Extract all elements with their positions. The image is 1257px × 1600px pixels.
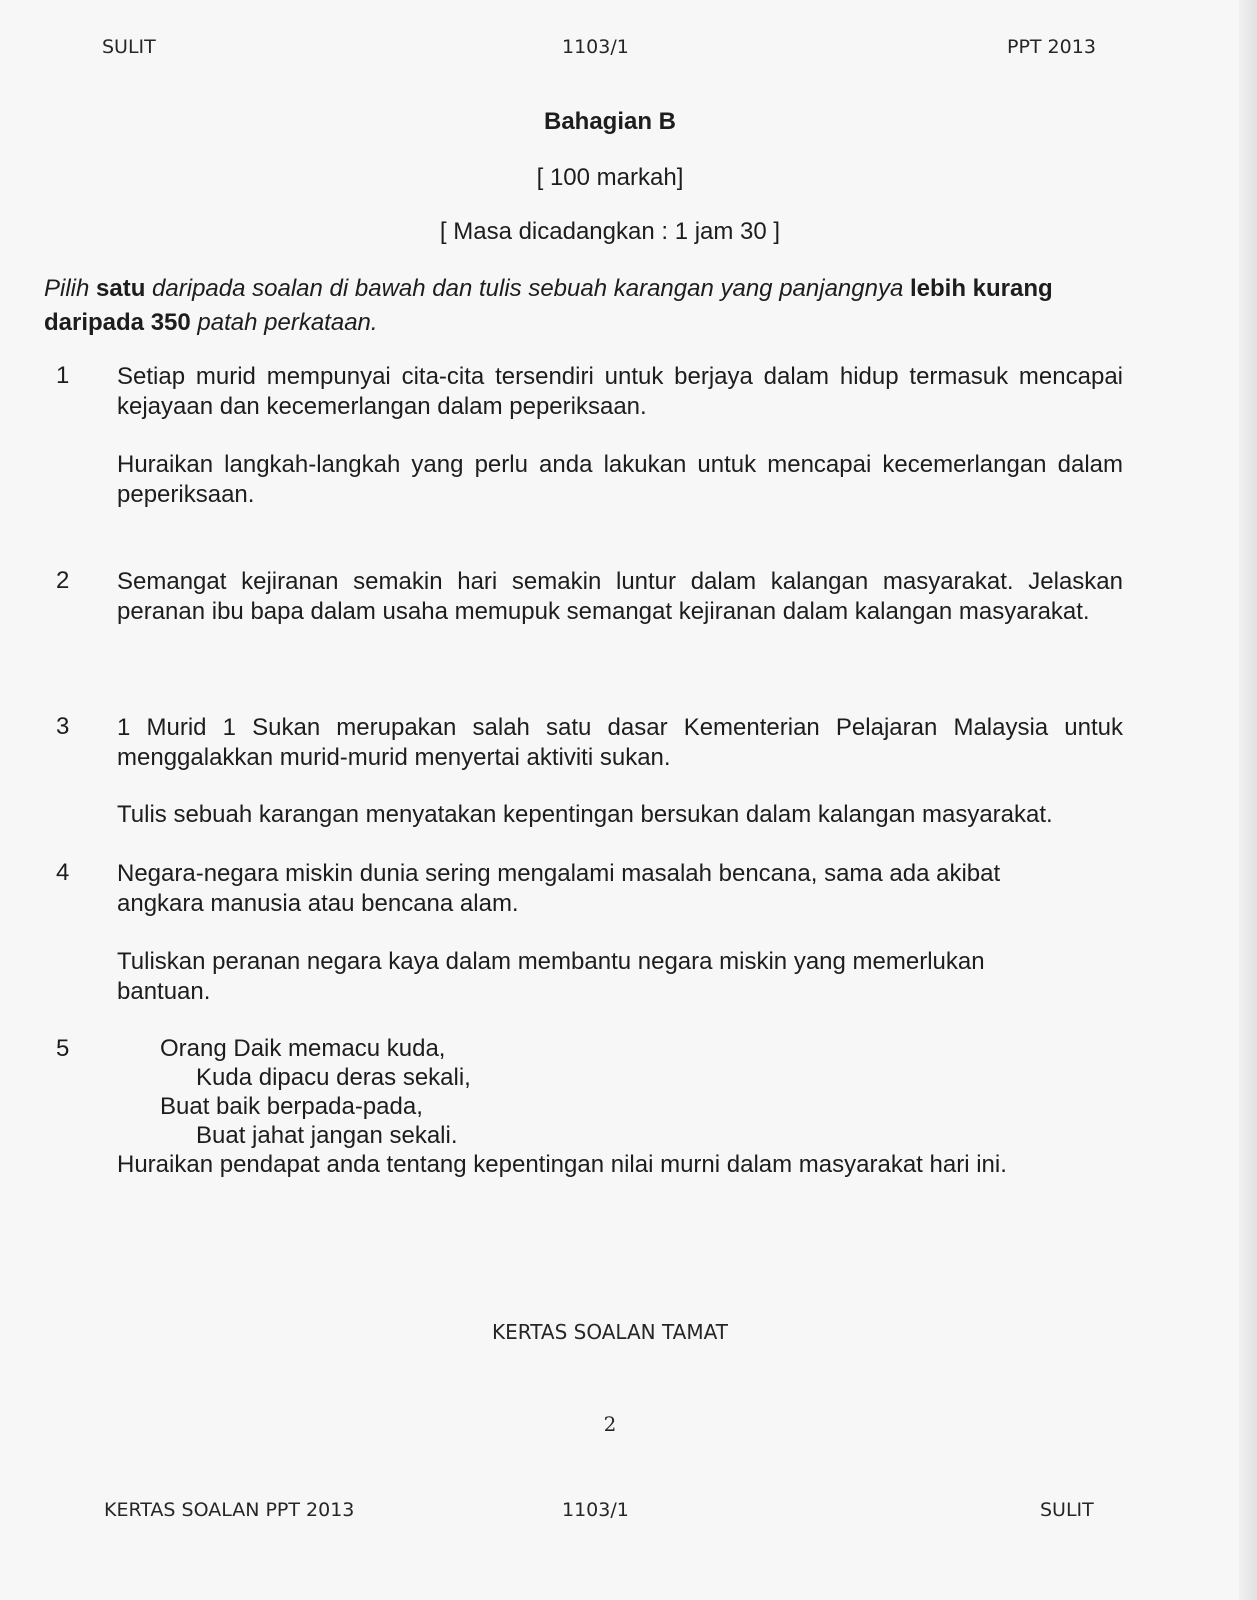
instruction-part1: Pilih	[44, 275, 97, 302]
question-4-number: 4	[56, 859, 70, 886]
section-title: Bahagian B	[543, 108, 677, 135]
header-center: 1103/1	[562, 36, 629, 58]
pantun-line-3: Buat baik berpada-pada,	[160, 1093, 423, 1120]
question-2-number: 2	[56, 567, 70, 594]
question-4-text-b: Tuliskan peranan negara kaya dalam membantu negara miskin yang memerlukan bantuan.	[117, 948, 985, 1005]
footer-right: SULIT	[1040, 1499, 1094, 1521]
question-3-text-b: Tulis sebuah karangan menyatakan kepentingan bersukan dalam kalangan masyarakat.	[117, 801, 1053, 828]
pantun-line-2: Kuda dipacu deras sekali,	[196, 1064, 471, 1091]
question-2-text-a: Semangat kejiranan semakin hari semakin luntur dalam kalangan masyarakat. Jelaskan peranan ibu bapa dalam usaha memupuk semangat kejiranan dalam kalangan masyarakat.	[117, 568, 1123, 625]
pantun-line-4: Buat jahat jangan sekali.	[196, 1122, 458, 1149]
page-number: 2	[603, 1412, 617, 1436]
header-right: PPT 2013	[1007, 36, 1096, 58]
end-text: KERTAS SOALAN TAMAT	[492, 1320, 728, 1344]
section-marks: [ 100 markah]	[536, 164, 684, 191]
page-edge-shadow	[1239, 0, 1257, 1600]
section-time: [ Masa dicadangkan : 1 jam 30 ]	[439, 218, 781, 245]
instruction-bold2: lebih kurang daripada 350	[44, 275, 1053, 336]
question-3-number: 3	[56, 713, 70, 740]
instruction-bold1: satu	[96, 275, 146, 302]
header-left: SULIT	[102, 36, 156, 58]
question-5-number: 5	[56, 1035, 70, 1062]
question-4-text-a: Negara-negara miskin dunia sering mengalami masalah bencana, sama ada akibat angkara manusia atau bencana alam.	[117, 860, 1001, 917]
pantun-line-1: Orang Daik memacu kuda,	[160, 1035, 446, 1062]
footer-center: 1103/1	[562, 1499, 629, 1521]
question-1-text-b: Huraikan langkah-langkah yang perlu anda lakukan untuk mencapai kecemerlangan dalam peperiksaan.	[117, 451, 1123, 508]
question-5-text-a: Huraikan pendapat anda tentang kepentingan nilai murni dalam masyarakat hari ini.	[117, 1151, 1007, 1178]
question-1-text-a: Setiap murid mempunyai cita-cita tersendiri untuk berjaya dalam hidup termasuk mencapai kejayaan dan kecemerlangan dalam peperiksaan.	[117, 363, 1123, 420]
question-3-text-a: 1 Murid 1 Sukan merupakan salah satu dasar Kementerian Pelajaran Malaysia untuk menggalakkan murid-murid menyertai aktiviti sukan.	[117, 714, 1123, 771]
instruction-part3: patah perkataan.	[190, 309, 378, 336]
question-1-number: 1	[56, 362, 70, 389]
footer-left: KERTAS SOALAN PPT 2013	[104, 1499, 355, 1521]
instruction-part2: daripada soalan di bawah dan tulis sebuah karangan yang panjangnya	[145, 275, 910, 302]
instruction	[44, 272, 1124, 340]
